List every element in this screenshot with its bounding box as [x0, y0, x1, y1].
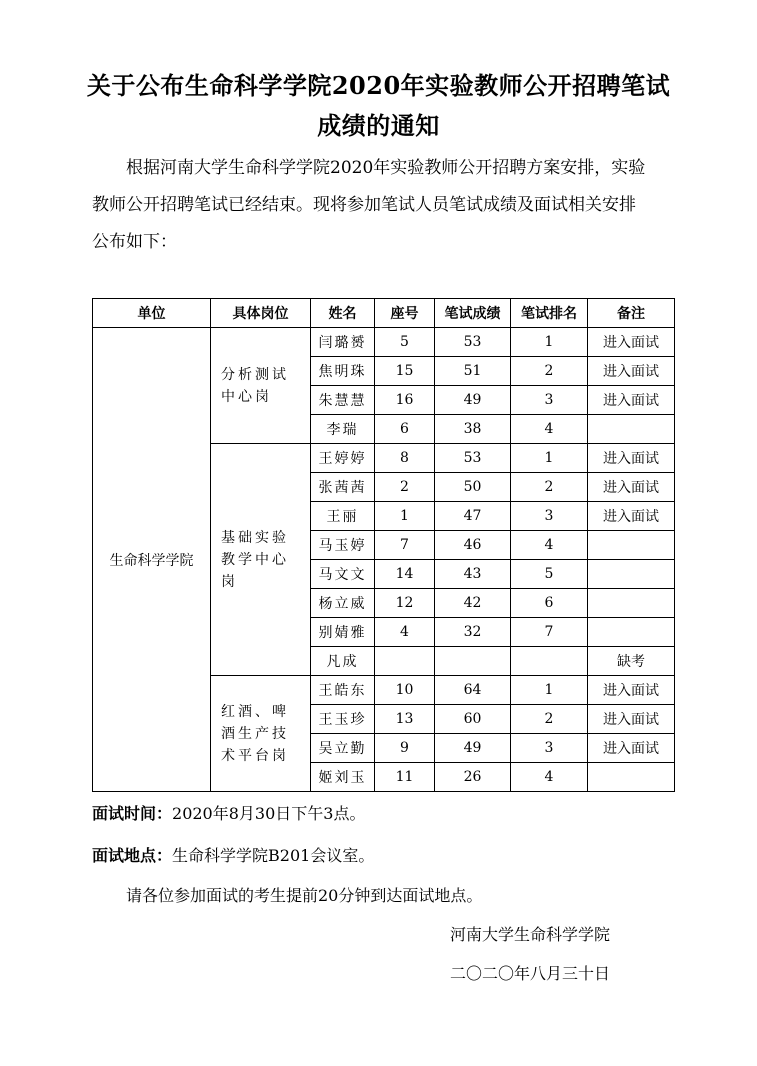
- note-cell: [588, 763, 675, 792]
- seat-cell: 5: [375, 328, 435, 357]
- name-cell: 王皓东: [311, 676, 375, 705]
- intro-line-2: 教师公开招聘笔试已经结束。现将参加笔试人员笔试成绩及面试相关安排: [92, 195, 636, 215]
- name-cell: 凡成: [311, 647, 375, 676]
- score-cell: 26: [435, 763, 511, 792]
- name-cell: 王玉珍: [311, 705, 375, 734]
- position-cell: 分析测试中心岗: [211, 328, 311, 444]
- name-cell: 杨立威: [311, 589, 375, 618]
- name-cell: 王婷婷: [311, 444, 375, 473]
- seat-cell: 8: [375, 444, 435, 473]
- name-cell: 马玉婷: [311, 531, 375, 560]
- seat-cell: 7: [375, 531, 435, 560]
- rank-cell: 7: [511, 618, 588, 647]
- title-line-2: 成绩的通知: [317, 111, 440, 140]
- score-cell: 50: [435, 473, 511, 502]
- score-cell: 60: [435, 705, 511, 734]
- rank-cell: 4: [511, 531, 588, 560]
- note-cell: [588, 531, 675, 560]
- name-cell: 张茜茜: [311, 473, 375, 502]
- score-cell: 42: [435, 589, 511, 618]
- interview-place-value: 生命科学学院B201会议室。: [172, 846, 375, 865]
- table-header-row: [93, 299, 675, 328]
- header-name: 姓名: [311, 299, 375, 328]
- note-cell: 进入面试: [588, 734, 675, 763]
- seat-cell: 12: [375, 589, 435, 618]
- score-cell: 49: [435, 734, 511, 763]
- note-cell: 进入面试: [588, 386, 675, 415]
- score-cell: 32: [435, 618, 511, 647]
- name-cell: 别婧雅: [311, 618, 375, 647]
- rank-cell: 2: [511, 473, 588, 502]
- score-cell: 46: [435, 531, 511, 560]
- seat-cell: 16: [375, 386, 435, 415]
- score-cell: 49: [435, 386, 511, 415]
- score-cell: 43: [435, 560, 511, 589]
- note-cell: 进入面试: [588, 705, 675, 734]
- name-cell: 吴立勤: [311, 734, 375, 763]
- note-cell: 进入面试: [588, 357, 675, 386]
- seat-cell: 6: [375, 415, 435, 444]
- title-line-1: 关于公布生命科学学院2020年实验教师公开招聘笔试: [86, 71, 671, 100]
- rank-cell: 6: [511, 589, 588, 618]
- name-cell: 姬刘玉: [311, 763, 375, 792]
- note-cell: [588, 589, 675, 618]
- header-note: 备注: [588, 299, 675, 328]
- score-cell: 47: [435, 502, 511, 531]
- position-cell: 红酒、啤酒生产技术平台岗: [211, 676, 311, 792]
- rank-cell: 2: [511, 357, 588, 386]
- seat-cell: 11: [375, 763, 435, 792]
- note-cell: [588, 618, 675, 647]
- note-cell: 缺考: [588, 647, 675, 676]
- note-cell: 进入面试: [588, 502, 675, 531]
- rank-cell: 1: [511, 676, 588, 705]
- interview-reminder: 请各位参加面试的考生提前20分钟到达面试地点。: [126, 886, 483, 905]
- name-cell: 马文文: [311, 560, 375, 589]
- interview-time-label: 面试时间：: [92, 804, 173, 823]
- name-cell: 焦明珠: [311, 357, 375, 386]
- seat-cell: 9: [375, 734, 435, 763]
- seat-cell: 15: [375, 357, 435, 386]
- header-score: 笔试成绩: [435, 299, 511, 328]
- rank-cell: 2: [511, 705, 588, 734]
- rank-cell: 3: [511, 734, 588, 763]
- rank-cell: 4: [511, 415, 588, 444]
- interview-place-label: 面试地点：: [92, 846, 173, 865]
- interview-time-value: 2020年8月30日下午3点。: [172, 804, 366, 823]
- score-cell: 64: [435, 676, 511, 705]
- header-seat: 座号: [375, 299, 435, 328]
- rank-cell: 1: [511, 328, 588, 357]
- seat-cell: 2: [375, 473, 435, 502]
- seat-cell: 4: [375, 618, 435, 647]
- signature-date: 二〇二〇年八月三十日: [450, 964, 611, 983]
- intro-line-1: 根据河南大学生命科学学院2020年实验教师公开招聘方案安排，实验: [126, 158, 646, 178]
- header-position: 具体岗位: [211, 299, 311, 328]
- header-unit: 单位: [93, 299, 211, 328]
- note-cell: 进入面试: [588, 444, 675, 473]
- note-cell: 进入面试: [588, 676, 675, 705]
- score-cell: 53: [435, 328, 511, 357]
- unit-cell: 生命科学学院: [93, 328, 211, 792]
- name-cell: 王丽: [311, 502, 375, 531]
- name-cell: 李瑞: [311, 415, 375, 444]
- seat-cell: 10: [375, 676, 435, 705]
- intro-paragraph: [92, 150, 672, 261]
- seat-cell: [375, 647, 435, 676]
- name-cell: 朱慧慧: [311, 386, 375, 415]
- rank-cell: 3: [511, 502, 588, 531]
- rank-cell: 4: [511, 763, 588, 792]
- table-row: [93, 328, 675, 357]
- score-cell: 51: [435, 357, 511, 386]
- score-table: [92, 298, 675, 792]
- header-rank: 笔试排名: [511, 299, 588, 328]
- rank-cell: [511, 647, 588, 676]
- seat-cell: 1: [375, 502, 435, 531]
- note-cell: [588, 560, 675, 589]
- interview-place: [92, 843, 374, 866]
- rank-cell: 1: [511, 444, 588, 473]
- note-cell: 进入面试: [588, 473, 675, 502]
- seat-cell: 13: [375, 705, 435, 734]
- name-cell: 闫璐赟: [311, 328, 375, 357]
- rank-cell: 3: [511, 386, 588, 415]
- score-cell: 53: [435, 444, 511, 473]
- seat-cell: 14: [375, 560, 435, 589]
- signature-org: 河南大学生命科学学院: [450, 925, 611, 944]
- score-cell: 38: [435, 415, 511, 444]
- interview-time: [92, 801, 365, 824]
- rank-cell: 5: [511, 560, 588, 589]
- intro-line-3: 公布如下：: [92, 232, 177, 252]
- note-cell: [588, 415, 675, 444]
- note-cell: 进入面试: [588, 328, 675, 357]
- score-cell: [435, 647, 511, 676]
- position-cell: 基础实验教学中心岗: [211, 444, 311, 676]
